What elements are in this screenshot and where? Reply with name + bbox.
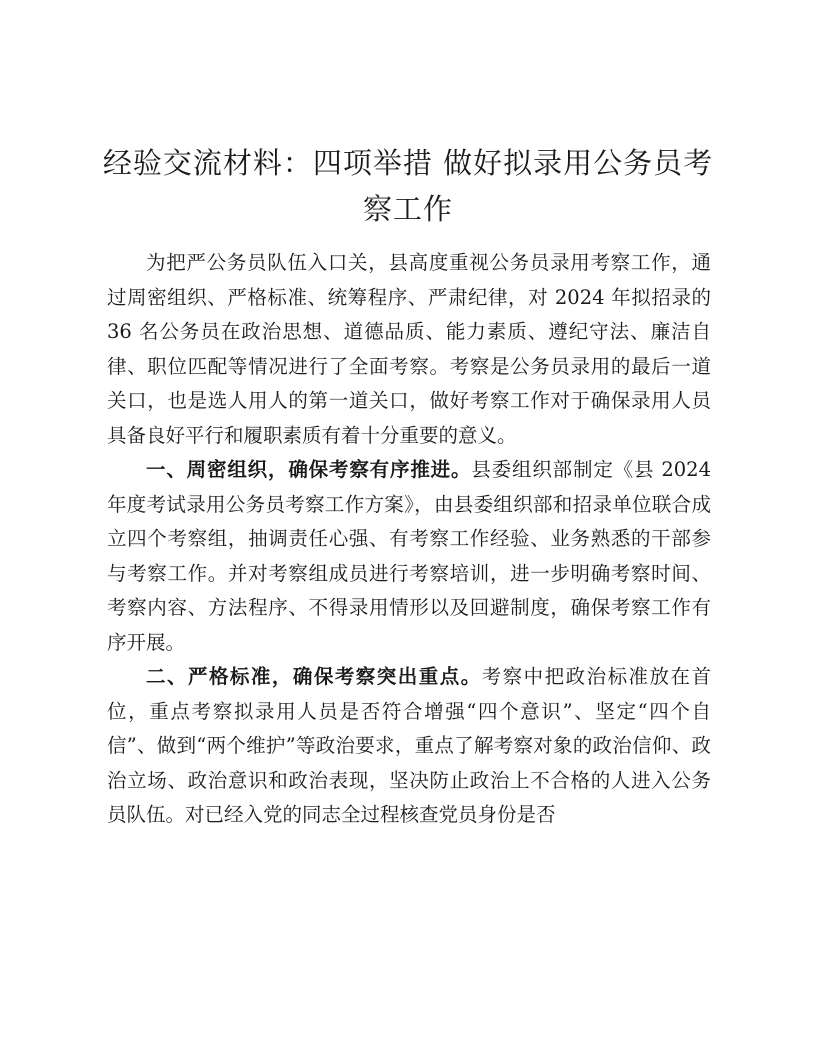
paragraph-intro — [107, 246, 711, 453]
paragraph-text: 为把严公务员队伍入口关，县高度重视公务员录用考察工作，通过周密组织、严格标准、统筹程序、严肃纪律，对 2024 年拟招录的 36 名公务员在政治思想、道德品质、能力素质、遵纪守法、廉洁自律、职位匹配等情况进行了全面考察。考察是公务员录用的最后一道关口，也是选人用人的第一道关口，做好考察工作对于确保录用人员具备良好平行和履职素质有着十分重要的意义。 — [107, 251, 711, 447]
paragraph-section-2 — [107, 660, 711, 833]
paragraph-text: 县委组织部制定《县 2024 年度考试录用公务员考察工作方案》，由县委组织部和招录单位联合成立四个考察组，抽调责任心强、有考察工作经验、业务熟悉的干部参与考察工作。并对考察组成员进行考察培训，进一步明确考察时间、考察内容、方法程序、不得录用情形以及回避制度，确保考察工作有序开展。 — [107, 458, 711, 654]
paragraph-section-1 — [107, 453, 711, 660]
paragraph-text: 考察中把政治标准放在首位，重点考察拟录用人员是否符合增强“四个意识”、坚定“四个自信”、做到“两个维护”等政治要求，重点了解考察对象的政治信仰、政治立场、政治意识和政治表现，坚决防止政治上不合格的人进入公务员队伍。对已经入党的同志全过程核查党员身份是否 — [107, 665, 711, 826]
document-title: 经验交流材料：四项举措 做好拟录用公务员考察工作 — [102, 146, 714, 226]
section-heading: 二、严格标准，确保考察突出重点。 — [146, 665, 482, 688]
document-body — [107, 246, 711, 833]
section-heading: 一、周密组织，确保考察有序推进。 — [146, 458, 472, 481]
